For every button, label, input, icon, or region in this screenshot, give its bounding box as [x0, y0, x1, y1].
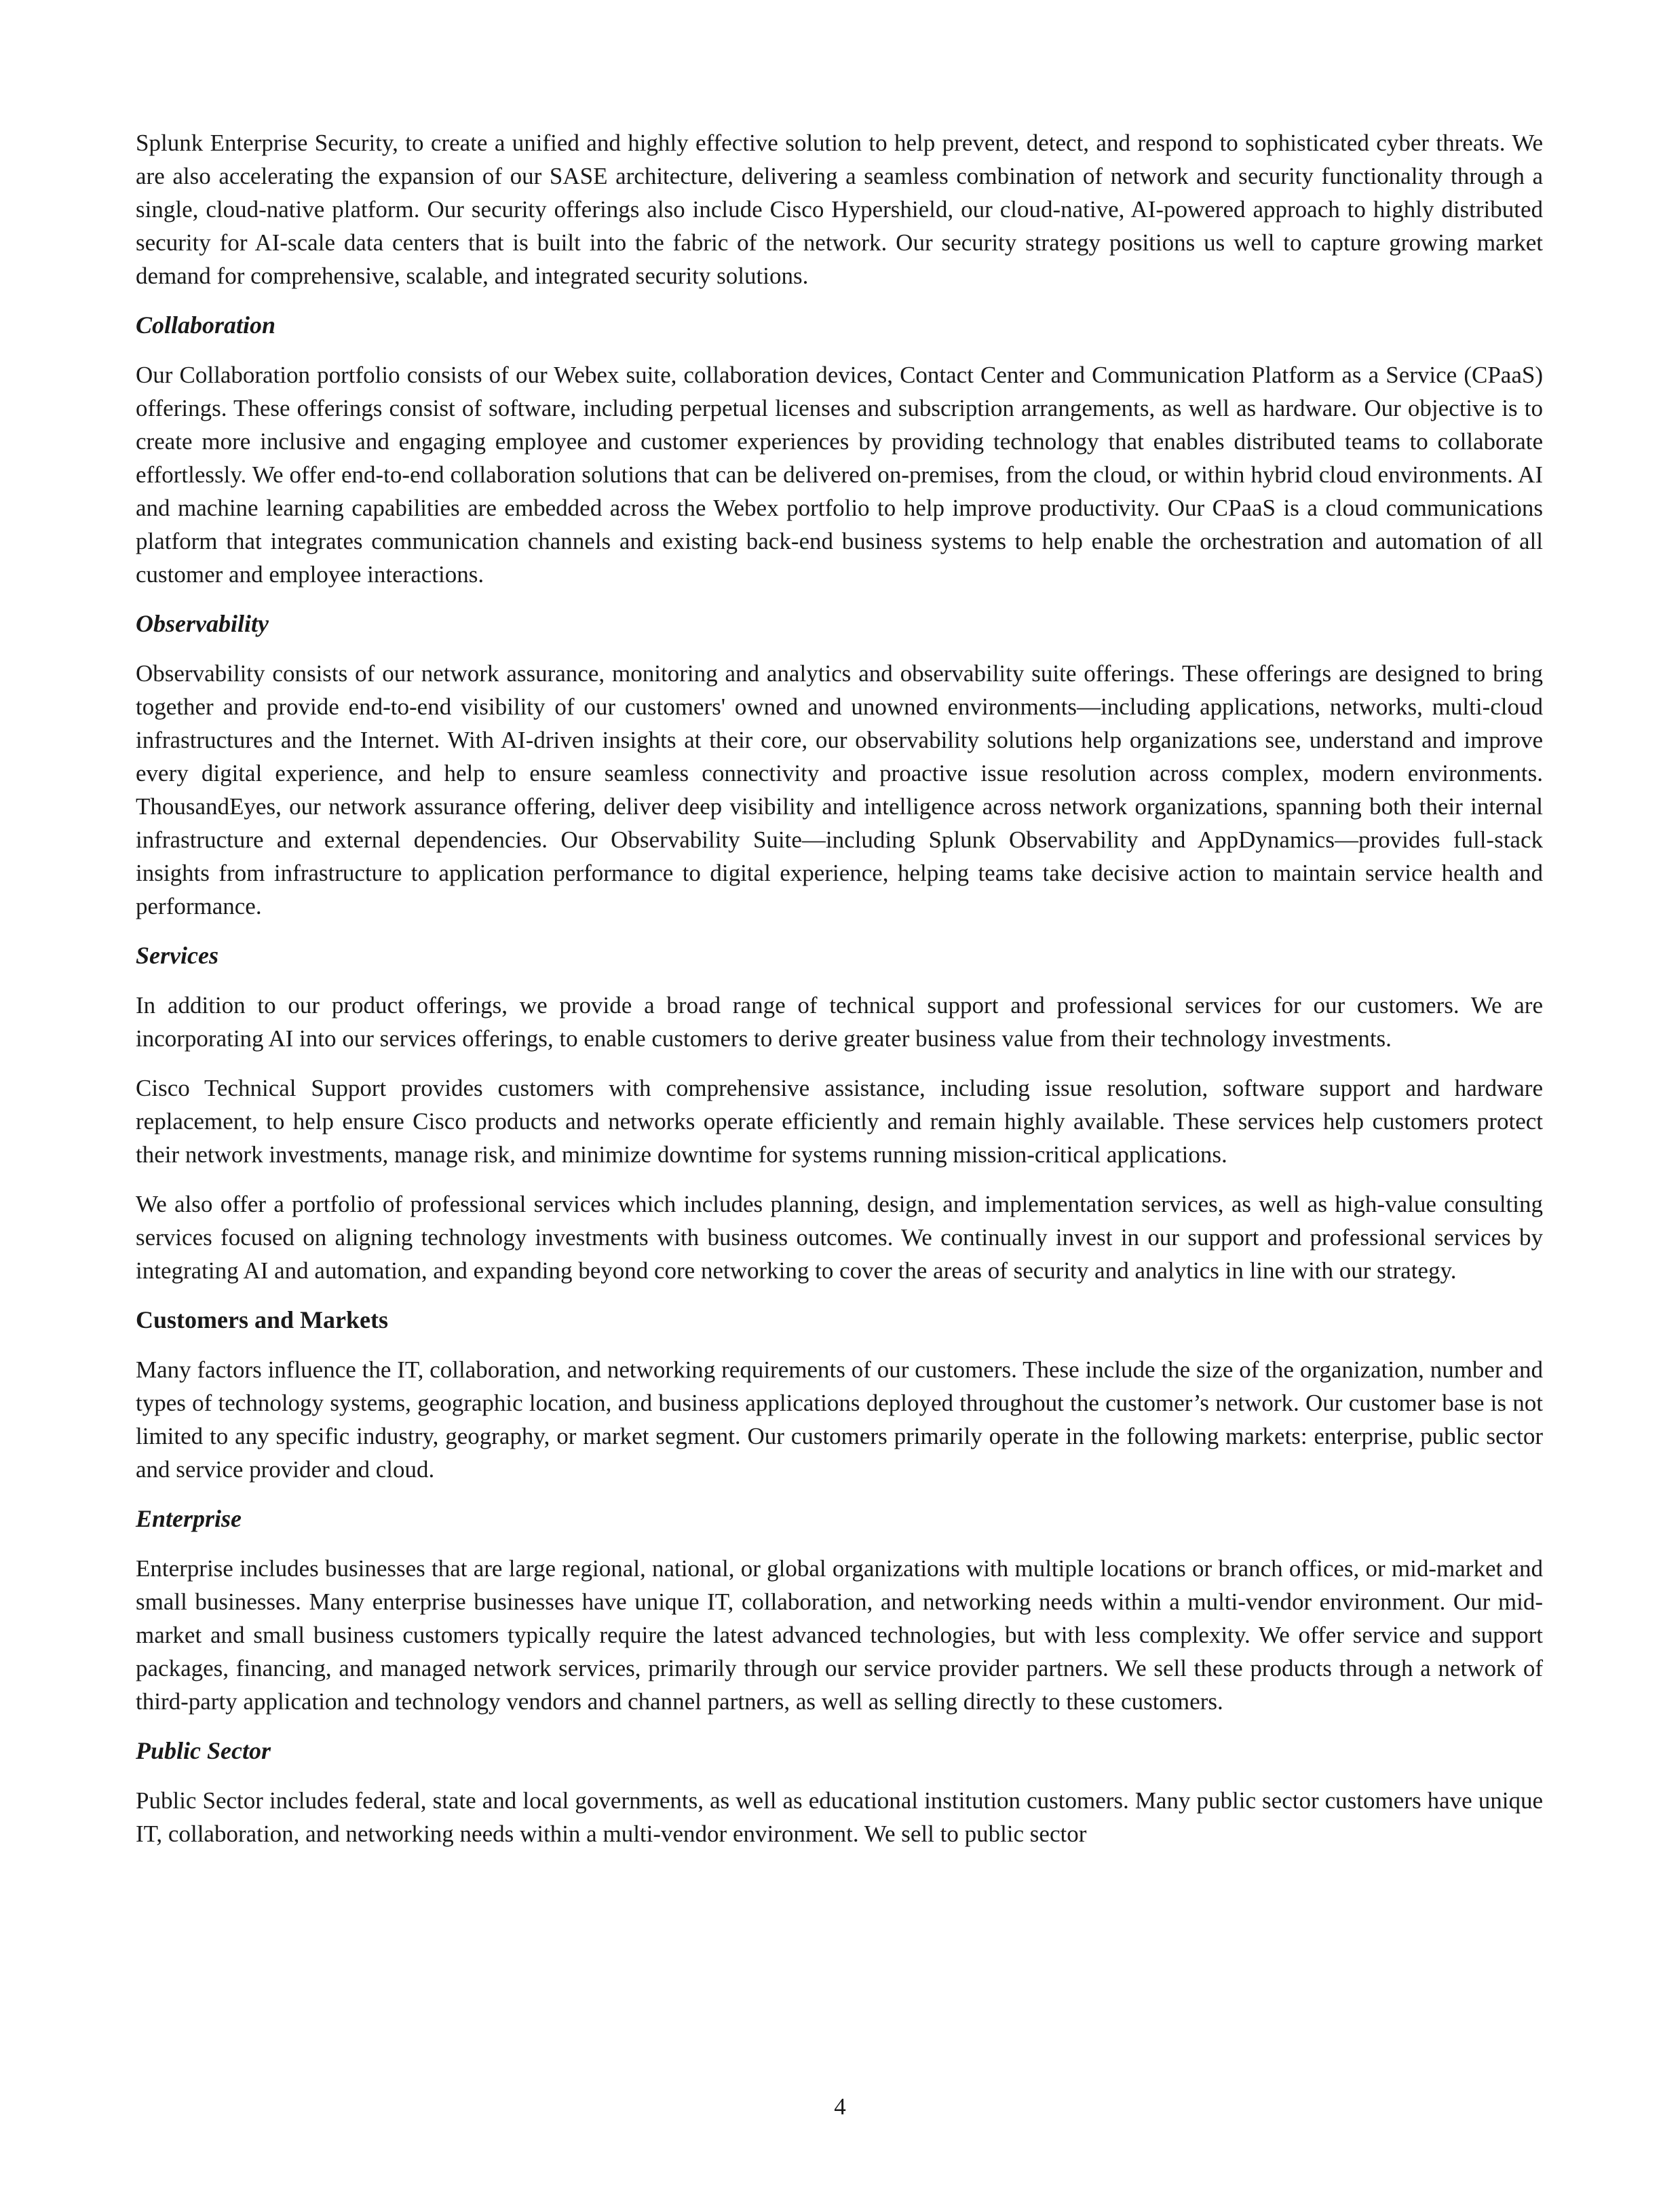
services-paragraph-1: In addition to our product offerings, we provide a broad range of technical support and professional services for our customers. We are incorporating AI into our services offerings, to enable customers to derive greater business value from their technology investments. [136, 992, 1543, 1052]
observability-heading: Observability [136, 610, 269, 637]
services-paragraph-3: We also offer a portfolio of professional services which includes planning, design, and implementation services, as well as high-value consulting services focused on aligning technology investments with business outcomes. We continually invest in our support and professional services by integrating AI and automation, and expanding beyond core networking to cover the areas of security and analytics in line with our strategy. [136, 1191, 1543, 1284]
enterprise-paragraph: Enterprise includes businesses that are large regional, national, or global organizations with multiple locations or branch offices, or mid-market and small businesses. Many enterprise businesses have unique IT, collaboration, and networking needs within a multi-vendor environment. Our mid-market and small business customers typically require the latest advanced technologies, but with less complexity. We offer service and support packages, financing, and managed network services, primarily through our service provider partners. We sell these products through a network of third-party application and technology vendors and channel partners, as well as selling directly to these customers. [136, 1555, 1543, 1715]
page-body [136, 126, 1543, 1867]
customers-markets-paragraph: Many factors influence the IT, collaboration, and networking requirements of our customers. These include the size of the organization, number and types of technology systems, geographic location, and business applications deployed throughout the customer’s network. Our customer base is not limited to any specific industry, geography, or market segment. Our customers primarily operate in the following markets: enterprise, public sector and service provider and cloud. [136, 1356, 1543, 1483]
services-heading: Services [136, 942, 218, 969]
collaboration-paragraph: Our Collaboration portfolio consists of our Webex suite, collaboration devices, Contact Center and Communication Platform as a Service (CPaaS) offerings. These offerings consist of software, including perpetual licenses and subscription arrangements, as well as hardware. Our objective is to create more inclusive and engaging employee and customer experiences by providing technology that enables distributed teams to collaborate effortlessly. We offer end-to-end collaboration solutions that can be delivered on-premises, from the cloud, or within hybrid cloud environments. AI and machine learning capabilities are embedded across the Webex portfolio to help improve productivity. Our CPaaS is a cloud communications platform that integrates communication channels and existing back-end business systems to help enable the orchestration and automation of all customer and employee interactions. [136, 362, 1543, 588]
customers-markets-heading: Customers and Markets [136, 1306, 388, 1333]
public-sector-paragraph: Public Sector includes federal, state and local governments, as well as educational institution customers. Many public sector customers have unique IT, collaboration, and networking needs within a multi-vendor environment. We sell to public sector [136, 1787, 1543, 1847]
page-number: 4 [834, 2093, 846, 2120]
collaboration-heading: Collaboration [136, 311, 276, 339]
public-sector-heading: Public Sector [136, 1737, 271, 1764]
enterprise-heading: Enterprise [136, 1505, 242, 1532]
observability-paragraph: Observability consists of our network assurance, monitoring and analytics and observability suite offerings. These offerings are designed to bring together and provide end-to-end visibility of our customers' owned and unowned environments—including applications, networks, multi-cloud infrastructures and the Internet. With AI-driven insights at their core, our observability solutions help organizations see, understand and improve every digital experience, and help to ensure seamless connectivity and proactive issue resolution across complex, modern environments. ThousandEyes, our network assurance offering, deliver deep visibility and intelligence across network organizations, spanning both their internal infrastructure and external dependencies. Our Observability Suite—including Splunk Observability and AppDynamics—provides full-stack insights from infrastructure to application performance to digital experience, helping teams take decisive action to maintain service health and performance. [136, 660, 1543, 919]
security-continuation-paragraph: Splunk Enterprise Security, to create a unified and highly effective solution to help prevent, detect, and respond to sophisticated cyber threats. We are also accelerating the expansion of our SASE architecture, delivering a seamless combination of network and security functionality through a single, cloud-native platform. Our security offerings also include Cisco Hypershield, our cloud-native, AI-powered approach to highly distributed security for AI-scale data centers that is built into the fabric of the network. Our security strategy positions us well to capture growing market demand for comprehensive, scalable, and integrated security solutions. [136, 130, 1543, 289]
services-paragraph-2: Cisco Technical Support provides customers with comprehensive assistance, including issue resolution, software support and hardware replacement, to help ensure Cisco products and networks operate efficiently and remain highly available. These services help customers protect their network investments, manage risk, and minimize downtime for systems running mission-critical applications. [136, 1075, 1543, 1168]
